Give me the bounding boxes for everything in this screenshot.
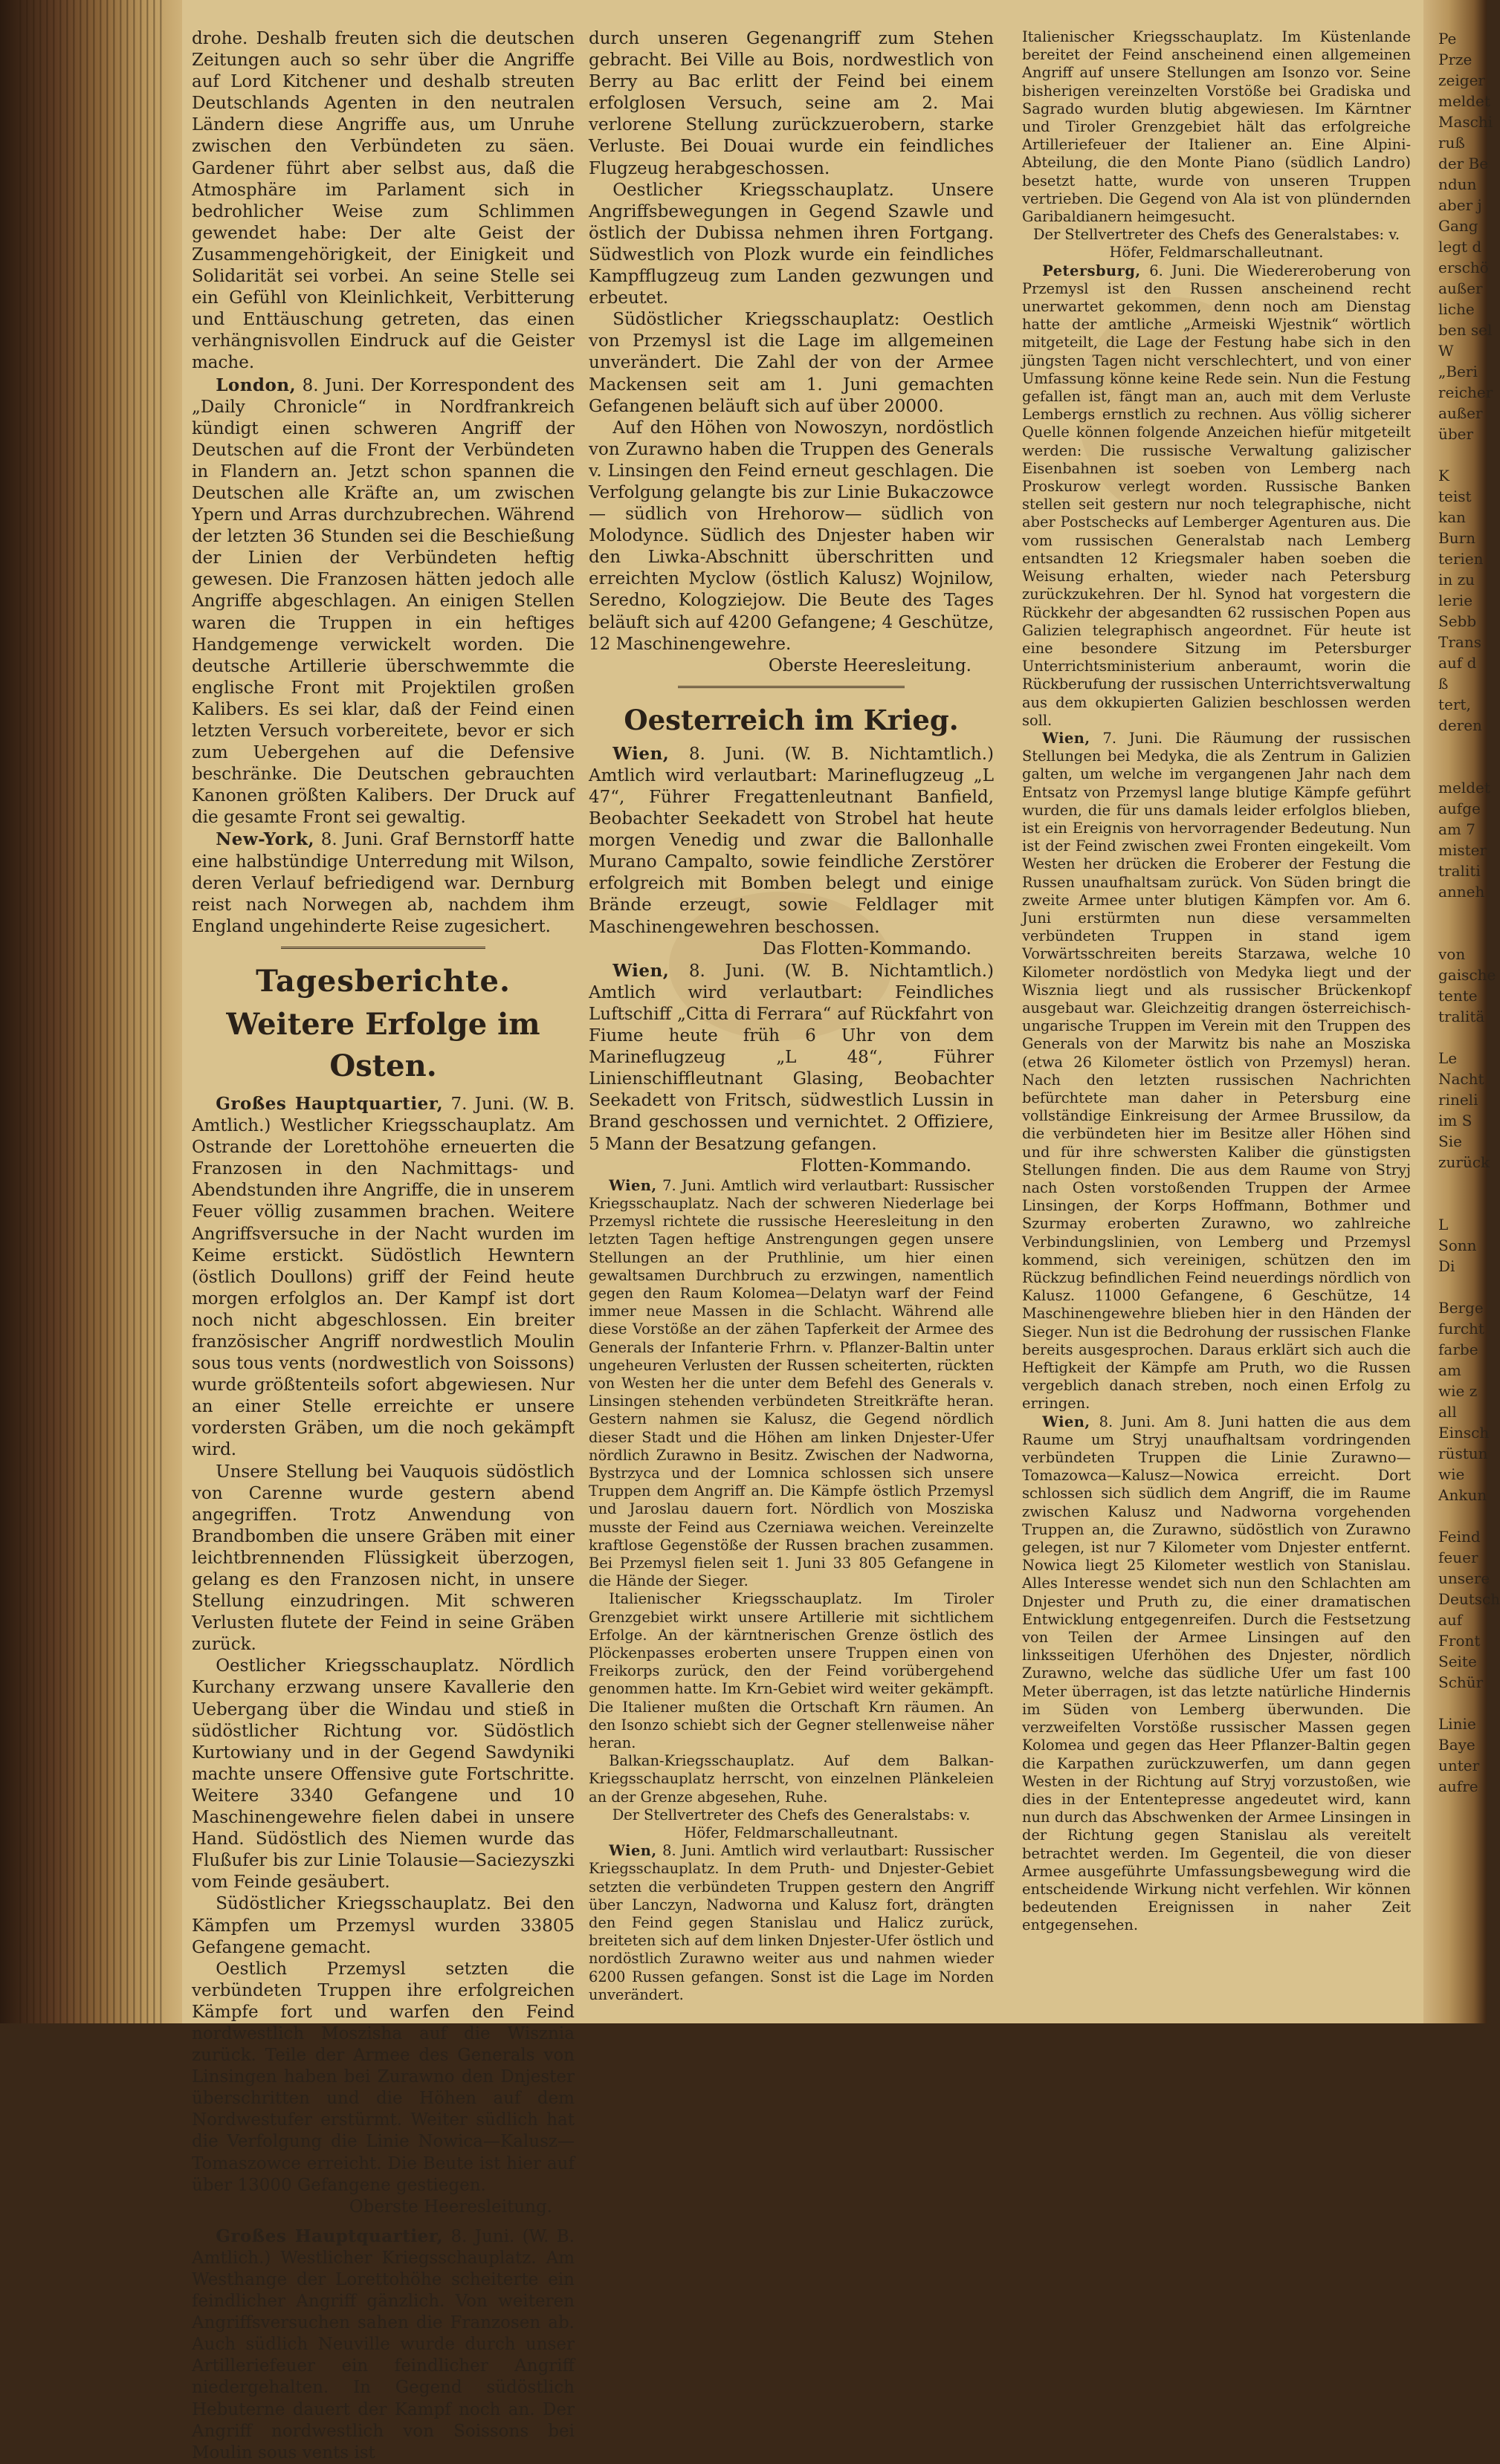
dateline-place: New-York, xyxy=(216,829,314,850)
text-fragment: aufre xyxy=(1438,1777,1478,1795)
section-heading: Tagesberichte. xyxy=(256,963,511,999)
paragraph: Südöstlicher Kriegsschauplatz: Oestlich von Przemysl ist die Lage im allgemeinen unverändert. Die Zahl der von der Armee Mackensen seit am 1. Juni gemachten Gefangenen beläuft sich auf über 20000. xyxy=(589,310,994,416)
paragraph: Oestlicher Kriegsschauplatz. Nördlich Kurchany erzwang unsere Kavallerie den Uebergang über die Windau und stieß in südöstlicher Richtung vor. Südöstlich Kurtowiany und in der Gegend Sawdyniki machte unsere Offensive gute Fortschritte. Weitere 3340 Gefangene und 10 Maschinengewehre fielen dabei in unsere Hand. Südöstlich des Niemen wurde das Flußufer bis zur Linie Tolausie—Saciezyszki vom Feinde gesäubert. xyxy=(192,1656,575,1893)
text-fragment: wie z xyxy=(1438,1382,1478,1400)
text-fragment: deren xyxy=(1438,716,1482,734)
paragraph xyxy=(192,2225,575,2464)
paragraph xyxy=(589,960,994,1155)
text-fragment: kan xyxy=(1438,508,1466,526)
signature: Flotten-Kommando. xyxy=(801,1155,972,1176)
text-fragment: aufge xyxy=(1438,800,1481,817)
paragraph: Unsere Stellung bei Vauquois südöstlich von Carenne wurde gestern abend angegriffen. Trotz Anwendung von Brandbomben die unsere Gräben mit einer leichtbrennenden Flüssigkeit überzogen, gelang es den Franzosen nicht, in unsere Stellung einzudringen. Mit schweren Verlusten flutete der Feind in seine Gräben zurück. xyxy=(192,1462,575,1655)
text-fragment: Linie xyxy=(1438,1715,1476,1733)
dateline-place: Wien, xyxy=(612,960,670,981)
paragraph xyxy=(192,375,575,829)
text-fragment: Nacht xyxy=(1438,1070,1484,1088)
text-fragment: feuer xyxy=(1438,1549,1478,1566)
paragraph: Italienischer Kriegsschauplatz. Im Tiroler Grenzgebiet wirkt unsere Artillerie mit sichtlichem Erfolge. An der kärntnerischen Grenze östlich des Plöckenpasses eroberten unsere Truppen einen von Freikorps zurück, den der Feind vorübergehend genommen hatte. Im Krn-Gebiet wird weiter gekämpft. Die Italiener mußten die Ortschaft Krn räumen. An den Isonzo schiebt sich der Gegner stellenweise näher heran. xyxy=(589,1590,994,1751)
text-fragment: in zu xyxy=(1438,571,1475,589)
text-fragment: tente xyxy=(1438,987,1478,1005)
text-fragment: Di xyxy=(1438,1257,1455,1275)
paragraph-text: 8. Juni. Graf Bernstorff hatte eine halbstündige Unterredung mit Wilson, deren Verlauf befriedigend war. Dernburg reist nach Norwegen ab, nachdem ihm England ungehinderte Reise zugesichert. xyxy=(192,830,575,936)
text-fragment: ß xyxy=(1438,675,1449,693)
paragraph xyxy=(589,743,994,938)
signature: Oberste Heeresleitung. xyxy=(768,655,972,675)
text-fragment: traliti xyxy=(1438,862,1481,880)
text-fragment: meldet xyxy=(1438,92,1490,110)
dateline-place: Wien, xyxy=(1042,729,1090,747)
text-fragment xyxy=(1438,1505,1483,1526)
text-fragment: Gang xyxy=(1438,217,1478,235)
paragraph xyxy=(192,829,575,937)
text-fragment: zeiger xyxy=(1438,71,1485,89)
text-fragment: all xyxy=(1438,1403,1457,1421)
headline: Weitere Erfolge im Osten. xyxy=(226,1006,540,1083)
paragraph xyxy=(192,1093,575,1462)
text-fragment: W xyxy=(1438,342,1454,360)
paragraph-text: 7. Juni. (W. B. Amtlich.) Westlicher Kriegsschauplatz. Am Ostrande der Lorettohöhe erneuerten die Franzosen in den Nachmittags- und Abendstunden ihre Angriffe, die in unserem Feuer völlig zusammen brachen. Weitere Angriffsversuche in der Nacht wurden im Keime erstickt. Südöstlich Hewntern (östlich Doullons) griff der Feind heute morgen erfolglos an. Der Kampf ist dort noch nicht abgeschlossen. Ein breiter französischer Angriff nordwestlich Moulin sous tous vents (nordwestlich von Soissons) wurde größtenteils sofort abgewiesen. Nur an einer Stelle erreichte er unsere vordersten Gräben, um die noch gekämpft wird. xyxy=(192,1094,575,1460)
text-fragment: Front xyxy=(1438,1632,1481,1650)
text-fragment: gaische xyxy=(1438,966,1496,984)
paragraph xyxy=(1022,730,1411,1413)
column-4-cutoff xyxy=(1438,28,1500,1797)
text-fragment: am 7 xyxy=(1438,820,1475,838)
text-fragment: ndun xyxy=(1438,175,1477,193)
text-fragment: Sebb xyxy=(1438,612,1477,630)
text-fragment xyxy=(1438,756,1483,777)
text-fragment: furcht xyxy=(1438,1320,1484,1338)
text-fragment: zurück xyxy=(1438,1153,1490,1171)
paragraph-text: 7. Juni. Die Räumung der russischen Stellungen bei Medyka, die als Zentrum in Galizien galten, um welche im vergangenen Jahr nach dem Entsatz von Przemysl lange blutige Kämpfe geführt wurden, die für uns damals leider erfolglos blieben, ist ein Ereignis von hervorragender Bedeutung. Nun ist der Feind zwischen zwei Fronten eingekeilt. Vom Westen her drücken die Eroberer der Festung die Russen unaufhaltsam zurück. Von Süden bringt die zweite Armee unter blutigen Kämpfen vor. Am 6. Juni erstürmten nun diese versammelten verbündeten Truppen in stand igem Vorwärtsschreiten bereits Starzawa, welche 10 Kilometer nordöstlich von Medyka liegt und der Wisznia liegt und als russischer Brückenkopf ausgebaut war. Gleichzeitig drangen österreichisch-ungarische Truppen im Verein mit den Truppen des Generals von der Marwitz bis nahe an Mosziska (etwa 26 Kilometer östlich von Przemysl) heran. Nach den letzten russischen Nachrichten befürchtete man daher in Petersburg eine vollständige Einkreisung der Armee Brussilow, da die verbündeten hier im Besitze aller Höhen sind und für ihre schwersten Kaliber die günstigsten Stellungen finden. Die aus dem Raume von Stryj nach Osten vorstoßenden Truppen der Armee Linsingen, der Korps Hoffmann, Bothmer und Szurmay eroberten Zurawno, wo zahlreiche Verbindungslinien, von Lemberg und Przemysl kommend, sich vereinigen, schützen den im Rückzug befindlichen Feind neuerdings nördlich von Kalusz. 11000 Gefangene, 6 Geschütze, 14 Maschinengewehre blieben hier in den Händen der Sieger. Nun ist die Bedrohung der russischen Flanke bereits ausgesprochen. Daraus erklärt sich auch die Heftigkeit der Kämpfe am Pruth, wo die Russen vergeblich danach streben, noch einen Erfolg zu erringen. xyxy=(1022,729,1411,1413)
text-fragment: L xyxy=(1438,1216,1449,1233)
text-fragment: anneh xyxy=(1438,883,1485,901)
dateline-place: Petersburg, xyxy=(1042,262,1141,279)
text-fragment: terien xyxy=(1438,550,1484,568)
text-fragment xyxy=(1438,444,1483,465)
dateline-place: Wien, xyxy=(609,1842,657,1860)
signature: Das Flotten-Kommando. xyxy=(762,938,972,959)
paragraph-text: 8. Juni. (W. B. Nichtamtlich.) Amtlich wird verlautbart: Marineflugzeug „L 47“, Führer Fregattenleutnant Banfield, Beobachter Seekadett von Strobel hat heute morgen Venedig und zwar die Ballonhalle Murano Campalto, sowie feindliche Zerstörer erfolgreich mit Bomben belegt und einige Brände erzeugt, sowie Feldlager mit Maschinengewehren beschossen. xyxy=(589,744,994,937)
paragraph-text: 8. Juni. (W. B. Nichtamtlich.) Amtlich wird verlautbart: Feindliches Luftschiff „Citta di Ferrara“ auf Rückfahrt von Fiume heute früh 6 Uhr von dem Marineflugzeug „L 48“, Führer Linienschiffleutnant Glasing, Beobachter Seekadett von Fritsch, südwestlich Lussin in Brand geschossen und vernichtet. 2 Offiziere, 5 Mann der Besatzung gefangen. xyxy=(589,961,994,1154)
text-fragment: Sie xyxy=(1438,1132,1462,1150)
section-divider xyxy=(678,686,905,688)
paragraph xyxy=(1022,262,1411,730)
text-fragment: Seite xyxy=(1438,1653,1477,1670)
text-fragment: rineli xyxy=(1438,1091,1478,1109)
text-fragment: Deutsch xyxy=(1438,1590,1500,1608)
text-fragment: wie xyxy=(1438,1465,1465,1483)
text-fragment: teist xyxy=(1438,487,1472,505)
small-print-block xyxy=(589,1177,994,2004)
paragraph-text: 8. Juni. Am 8. Juni hatten die aus dem Raume um Stryj unaufhaltsam vordringenden verbündeten Truppen die Linie Zurawno—Tomazowca—Kalusz—Nowica erreicht. Dort schlossen sich südlich dem Angriff, die im Raume zwischen Kalusz und Nadworna vorgehenden Truppen an, die Zurawno, südöstlich von Zurawno gelegen, ist nur 7 Kilometer vom Dnjester entfernt. Nowica liegt 25 Kilometer westlich von Stanislau. Alles Interesse wendet sich nun den Schlachten am Dnjester und Pruth zu, die einer dramatischen Entwicklung entgegenreifen. Durch die Festsetzung von Teilen der Armee Linsingen auf den linksseitigen Uferhöhen des Dnjester, nördlich Zurawno, welche das südliche Ufer um fast 100 Meter überragen, ist das letzte natürliche Hindernis im Süden von Lemberg überwunden. Die verzweifelten Vorstöße russischer Massen gegen Kolomea und gegen das Heer Pflanzer-Baltin gegen die Karpathen zurückzuwerfen, um dann gegen Westen in der Richtung auf Stryj vorzustoßen, wie dies in der Ententepresse angedeutet wird, kann nun durch das Abschwenken der Armee Linsingen in der Richtung gegen Stanislau als vereitelt betrachtet werden. Im Gegenteil, die von dieser Armee ausgeführte Umfassungsbewegung wird die entscheidende Wirkung nicht verfehlen. Wir können bedeutenden Ereignissen in naher Zeit entgegensehen. xyxy=(1022,1413,1411,1934)
paragraph: Italienischer Kriegsschauplatz. Im Küstenlande bereitet der Feind anscheinend einen allgemeinen Angriff auf unsere Stellungen am Isonzo vor. Seine bisherigen vereinzelten Vorstöße bei Gradiska und Sagrado wurden blutig abgewiesen. Im Kärntner und Tiroler Grenzgebiet hält das erfolgreiche Artilleriefeuer der Italiener an. Eine Alpini-Abteilung, die den Monte Piano (südlich Landro) besetzt hatte, wurde von unseren Truppen vertrieben. Die Gegend von Ala ist von plündernden Garibaldianern heimgesucht. xyxy=(1022,28,1411,226)
text-fragment: „Beri xyxy=(1438,363,1478,380)
text-fragment: Burn xyxy=(1438,529,1476,547)
text-fragment: tralitä xyxy=(1438,1008,1485,1025)
text-fragment: K xyxy=(1438,467,1449,484)
paragraph-text: 6. Juni. Die Wiedereroberung von Przemysl ist den Russen anscheinend recht unerwartet gekommen, denn noch am Dienstag hatte der amtliche „Armeiski Wjestnik“ wörtlich mitgeteilt, die Lage der Festung habe sich in den jüngsten Tagen nicht verschlechtert, und von einer Umfassung könne keine Rede sein. Nun die Festung gefallen ist, fängt man an, auch mit dem Verluste Lembergs ernstlich zu rechnen. Aus völlig sicherer Quelle können folgende Anzeichen hiefür mitgeteilt werden: Die russische Verwaltung galizischer Eisenbahnen ist soeben von Lemberg nach Proskurow verlegt worden. Russische Banken stellen seit gestern nur noch telegraphische, nicht aber Postschecks auf Lemberger Agenturen aus. Die vom russischen Generalstab nach Lemberg entsandten 12 Kriegsmaler haben soeben die Weisung erhalten, wieder nach Petersburg zurückzukehren. Der hl. Synod hat vorgestern die Rückkehr der abgesandten 62 russischen Popen aus Galizien telegraphisch angeordnet. Für heute ist eine besondere Sitzung im Petersburger Unterrichtsministerium anberaumt, worin die Rückberufung der russischen Unterrichtsverwaltung aus dem okkupierten Galizien beschlossen werden soll. xyxy=(1022,262,1411,729)
signature: Der Stellvertreter des Chefs des Generalstabs: v. Höfer, Feldmarschalleutnant. xyxy=(612,1806,971,1841)
paragraph-text: 8. Juni. Amtlich wird verlautbart: Russischer Kriegsschauplatz. In dem Pruth- und Dnjester-Gebiet setzten die verbündeten Truppen gestern den Angriff über Lanczyn, Nadworna und Kalusz fort, drängten den Feind gegen Stanislau und Halicz zurück, breiteten sich auf dem linken Dnjester-Ufer östlich und nordöstlich Zurawno weiter aus und nahmen wieder 6200 Russen gefangen. Sonst ist die Lage im Norden unverändert. xyxy=(589,1842,994,2003)
text-fragment: Pe xyxy=(1438,30,1457,48)
dateline-place: Wien, xyxy=(609,1176,657,1194)
text-fragment: von xyxy=(1438,945,1466,963)
signature: Oberste Heeresleitung. xyxy=(349,2196,552,2217)
paragraph: durch unseren Gegenangriff zum Stehen gebracht. Bei Ville au Bois, nordwestlich von Berry au Bac erlitt der Feind bei einem erfolglosen Versuch, seine am 2. Mai verlorene Stellung zurückzuerobern, starke Verluste. Bei Douai wurde ein feindliches Flugzeug herabgeschossen. xyxy=(589,29,994,178)
signature: Der Stellvertreter des Chefs des Generalstabes: v. Höfer, Feldmarschalleutnant. xyxy=(1032,226,1400,262)
text-fragment: außer xyxy=(1438,404,1483,422)
column-2 xyxy=(589,28,994,2004)
text-fragment: auf xyxy=(1438,1611,1463,1629)
text-fragment: legt d xyxy=(1438,238,1482,256)
text-fragment: unter xyxy=(1438,1757,1480,1774)
paragraph: Südöstlicher Kriegsschauplatz. Bei den Kämpfen um Przemysl wurden 33805 Gefangene gemacht. xyxy=(192,1894,575,1957)
text-fragment: liche xyxy=(1438,300,1475,318)
text-fragment: Ankun xyxy=(1438,1486,1487,1504)
text-fragment: erschö xyxy=(1438,259,1489,276)
dateline-place: Großes Hauptquartier, xyxy=(216,2225,444,2246)
paragraph: Oestlich Przemysl setzten die verbündeten Truppen ihre erfolgreichen Kämpfe fort und warfen den Feind nordwestlich Moszisha auf die Wisznia zurück. Teile der Armee des Generals von Linsingen haben bei Zurawno den Dnjester überschritten und die Höhen auf dem Nordwestufer erstürmt. Weiter südlich hat die Verfolgung die Linie Nowica—Kalusz—Tomaszowce erreicht. Die Beute ist hier auf über 13000 Gefangene gestiegen. xyxy=(192,1959,575,2195)
dateline-place: Wien, xyxy=(612,743,670,764)
text-fragment: Einsch xyxy=(1438,1424,1490,1442)
paragraph: Oestlicher Kriegsschauplatz. Unsere Angriffsbewegungen in Gegend Szawle und östlich der Dubissa nehmen ihren Fortgang. Südwestlich von Plozk wurde ein feindliches Kampfflugzeug zum Landen gezwungen und erbeutet. xyxy=(589,180,994,308)
paragraph xyxy=(1022,1413,1411,1935)
text-fragment: ruß xyxy=(1438,134,1465,152)
paragraph-text: 7. Juni. Amtlich wird verlautbart: Russischer Kriegsschauplatz. Nach der schweren Niederlage bei Przemysl richtete die russische Heeresleitung in den letzten Tagen heftige Anstrengungen gegen unsere Stellungen an der Pruthlinie, um hier einen gewaltsamen Durchbruch zu erzwingen, namentlich gegen den Raum Kolomea—Delatyn warf der Feind immer neue Massen in die Schlacht. Während alle diese Vorstöße an der zähen Tapferkeit der Armee des Generals der Infanterie Frhrn. v. Pflanzer-Baltin unter ungeheuren Verlusten der Russen scheiterten, rückten von Westen her die unter dem Befehl des Generals v. Linsingen stehenden verbündeten Streitkräfte heran. Gestern nahmen sie Kalusz, die Gegend nördlich dieser Stadt und die Höhen am linken Dnjester-Ufer nördlich Zurawno in Besitz. Zwischen der Nadworna, Bystrzyca und der Lomnica schlossen sich unsere Truppen dem Angriff an. Die Kämpfe östlich Przemysl und Jaroslau dauern fort. Nördlich von Mosziska musste der Feind aus Czerniawa weichen. Vereinzelte kraftlose Gegenstöße der Russen brachen zusammen. Bei Przemysl fielen seit 1. Juni 33 805 Gefangene in die Hände der Sieger. xyxy=(589,1176,994,1590)
text-fragment xyxy=(1438,1027,1483,1048)
text-fragment: reicher xyxy=(1438,383,1493,401)
text-fragment xyxy=(1438,902,1483,923)
paragraph-text: 8. Juni. (W. B. Amtlich.) Westlicher Kriegsschauplatz. Am Westhange der Lorettohöhe scheiterte ein feindlicher Angriff gänzlich. Von weiteren Angriffsversuchen sahen die Franzosen ab. Auch südlich Neuville wurde durch unser Artilleriefeuer ein feindlicher Angriff niedergehalten. In Gegend südöstlich Hebuterne dauert der Kampf noch an. Der Angriff nordwestlich von Soissons bei Moulin sous vents ist xyxy=(192,2226,575,2463)
text-fragment xyxy=(1438,736,1483,756)
text-fragment: farbe xyxy=(1438,1340,1478,1358)
text-fragment: tert, xyxy=(1438,696,1471,713)
column-3 xyxy=(1022,28,1411,1935)
text-fragment: meldet xyxy=(1438,779,1490,797)
text-fragment: unsere xyxy=(1438,1569,1490,1587)
section-divider xyxy=(281,947,485,949)
text-fragment xyxy=(1438,1277,1483,1297)
dateline-place: Wien, xyxy=(1042,1413,1090,1430)
text-fragment: aber j xyxy=(1438,196,1482,214)
paragraph xyxy=(589,1842,994,2004)
text-fragment: Trans xyxy=(1438,633,1481,651)
text-fragment: ben sel xyxy=(1438,321,1493,339)
paragraph xyxy=(589,1177,994,1591)
text-fragment xyxy=(1438,1173,1483,1193)
headline: Oesterreich im Krieg. xyxy=(624,703,959,736)
text-fragment: lerie xyxy=(1438,591,1473,609)
text-fragment: am xyxy=(1438,1361,1461,1379)
text-fragment: Baye xyxy=(1438,1736,1475,1754)
text-fragment: auf d xyxy=(1438,654,1477,672)
text-fragment: im S xyxy=(1438,1112,1472,1129)
page-stack-edges xyxy=(15,0,164,2023)
text-fragment: Le xyxy=(1438,1049,1458,1067)
text-fragment: mister xyxy=(1438,841,1487,859)
text-fragment xyxy=(1438,1193,1483,1214)
paragraph: drohe. Deshalb freuten sich die deutschen Zeitungen auch so sehr über die Angriffe auf Lord Kitchener und deshalb streuten Deutschlands Agenten in den neutralen Ländern diese Angriffe aus, um Unruhe zwischen den Verbündeten zu säen. Gardener führt aber selbst aus, daß die Atmosphäre im Parlament sich in bedrohlicher Weise zum Schlimmen gewendet habe: Der alte Geist der Zusammengehörigkeit, der Einigkeit und Solidarität sei vorbei. An seine Stelle sei ein Gefühl von Kleinlichkeit, Verbitterung und Enttäuschung getreten, das einen verhängnisvollen Eindruck auf die Geister mache. xyxy=(192,29,575,373)
text-fragment xyxy=(1438,1693,1483,1714)
text-fragment: über xyxy=(1438,425,1474,443)
text-fragment xyxy=(1438,923,1483,944)
paragraph-text: 8. Juni. Der Korrespondent des „Daily Chronicle“ in Nordfrankreich kündigt einen schweren Angriff der Deutschen auf die Front der Verbündeten in Flandern an. Jetzt schon spannen die Deutschen alle Kräfte an, um zwischen Ypern und Arras durchzubrechen. Während der letzten 36 Stunden sei die Beschießung der Linien der Verbündeten heftig gewesen. Die Franzosen hätten jedoch alle Angriffe abgeschlagen. An einigen Stellen waren die Truppen in ein heftiges Handgemenge verwickelt worden. Die deutsche Artillerie überschwemmte die englische Front mit Projektilen großen Kalibers. Es sei klar, daß der Feind einen letzten Versuch vorbereitete, bevor er sich zum Uebergehen auf die Defensive beschränke. Die Deutschen gebrauchten Kanonen größten Kalibers. Der Druck auf die gesamte Front sei gewaltig. xyxy=(192,375,575,828)
text-fragment: rüstun xyxy=(1438,1445,1488,1462)
text-fragment: außer xyxy=(1438,279,1483,297)
text-fragment: Maschi xyxy=(1438,113,1493,131)
paragraph: Balkan-Kriegsschauplatz. Auf dem Balkan-Kriegsschauplatz herrscht, von einzelnen Plänkeleien an der Grenze abgesehen, Ruhe. xyxy=(589,1752,994,1806)
text-fragment: Feind xyxy=(1438,1528,1481,1546)
text-fragment: Berge xyxy=(1438,1299,1484,1317)
text-fragment: der Be xyxy=(1438,155,1489,172)
text-fragment: Prze xyxy=(1438,51,1472,68)
text-fragment: Sonn xyxy=(1438,1236,1477,1254)
text-fragment: Schür xyxy=(1438,1673,1484,1691)
dateline-place: Großes Hauptquartier, xyxy=(216,1093,444,1114)
column-1 xyxy=(192,28,575,2464)
dateline-place: London, xyxy=(216,375,297,395)
paragraph: Auf den Höhen von Nowoszyn, nordöstlich von Zurawno haben die Truppen des Generals v. Linsingen den Feind erneut geschlagen. Die Verfolgung gelangte bis zur Linie Bukaczowce— südlich von Hrehorow— südlich von Molodynce. Südlich des Dnjester haben wir den Liwka-Abschnitt überschritten und erreichten Myclow (östlich Kalusz) Wojnilow, Seredno, Kologziejow. Die Beute des Tages beläuft sich auf 4200 Gefangene; 4 Geschütze, 12 Maschinengewehre. xyxy=(589,418,995,654)
